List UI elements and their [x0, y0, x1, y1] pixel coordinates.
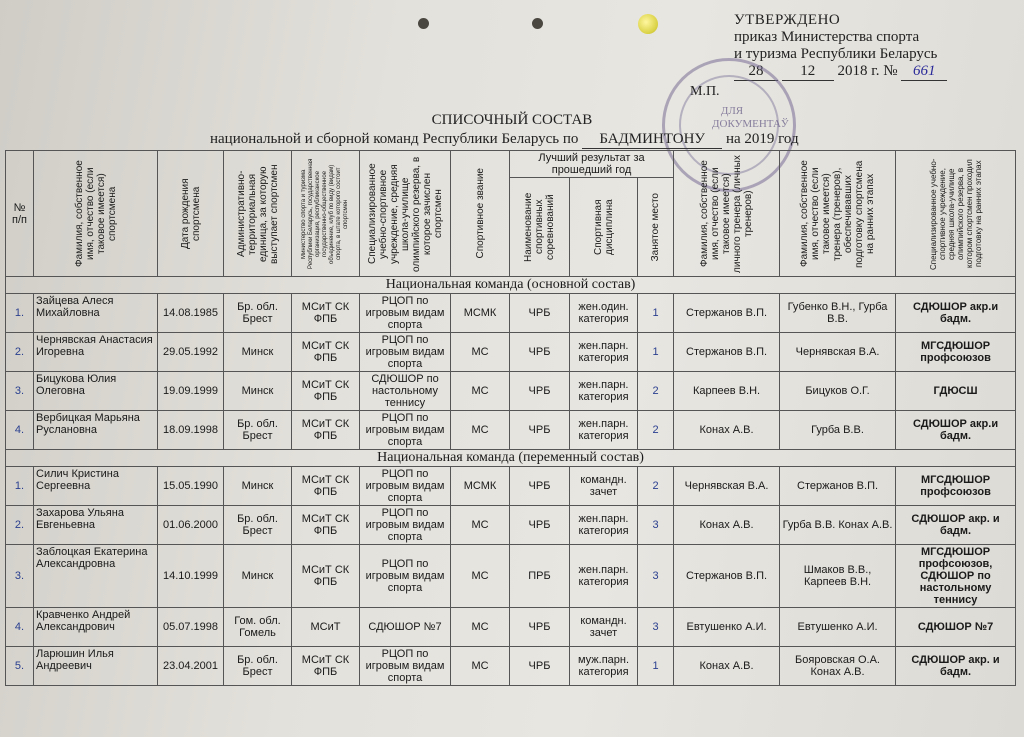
cell-org: МСиТ СК ФПБ — [292, 506, 360, 545]
cell-coach: Конах А.В. — [674, 506, 780, 545]
cell-place: 2 — [638, 411, 674, 450]
cell-coach: Конах А.В. — [674, 647, 780, 686]
table-row — [6, 411, 1016, 450]
cell-rank: МС — [451, 333, 510, 372]
header-competition: Наименование спортивных соревнований — [510, 178, 570, 277]
cell-n: 3. — [6, 372, 34, 411]
approval-month: 12 — [782, 63, 834, 81]
cell-org: МСиТ СК ФПБ — [292, 372, 360, 411]
cell-early-coach: Гурба В.В. Конах А.В. — [780, 506, 896, 545]
cell-early-school: ГДЮСШ — [896, 372, 1016, 411]
cell-n: 2. — [6, 333, 34, 372]
cell-coach: Стержанов В.П. — [674, 333, 780, 372]
cell-name: Зайцева Алеся Михайловна — [34, 294, 158, 333]
cell-comp: ЧРБ — [510, 333, 570, 372]
cell-comp: ЧРБ — [510, 647, 570, 686]
cell-name: Ларюшин Илья Андреевич — [34, 647, 158, 686]
cell-place: 3 — [638, 608, 674, 647]
header-best-result: Лучший результат за прошедший год — [510, 151, 674, 178]
cell-name: Кравченко Андрей Александрович — [34, 608, 158, 647]
cell-early-school: МГСДЮШОР профсоюзов, СДЮШОР по настольному теннису — [896, 545, 1016, 608]
approval-line-2: приказ Министерства спорта — [734, 29, 920, 45]
cell-early-school: СДЮШОР акр. и бадм. — [896, 647, 1016, 686]
approval-year-prefix: 201 — [837, 63, 860, 79]
cell-name: Бицукова Юлия Олеговна — [34, 372, 158, 411]
cell-rank: МСМК — [451, 294, 510, 333]
cell-region: Минск — [224, 333, 292, 372]
cell-rank: МС — [451, 545, 510, 608]
header-org: Министерство спорта и туризма Республики Беларусь, государственная организация, республиканское государственно-общественное объединение, клуб по виду (видам) спорта, в штате которого состоит спортсмен — [292, 151, 360, 277]
cell-place: 2 — [638, 467, 674, 506]
cell-n: 5. — [6, 647, 34, 686]
cell-early-coach: Стержанов В.П. — [780, 467, 896, 506]
cell-disc: муж.парн. категория — [570, 647, 638, 686]
cell-disc: жен.парн. категория — [570, 411, 638, 450]
cell-disc: жен.парн. категория — [570, 506, 638, 545]
cell-org: МСиТ СК ФПБ — [292, 411, 360, 450]
seal-label: М.П. — [690, 84, 720, 99]
cell-name: Захарова Ульяна Евгеньевна — [34, 506, 158, 545]
cell-early-coach: Чернявская В.А. — [780, 333, 896, 372]
stamp-text: ДЛЯ ДОКУМЕНТАЎ — [712, 105, 789, 130]
cell-place: 2 — [638, 372, 674, 411]
table-row — [6, 506, 1016, 545]
cell-place: 1 — [638, 333, 674, 372]
punch-hole-right — [532, 18, 543, 29]
cell-disc: командн. зачет — [570, 608, 638, 647]
header-early-school: Специализированное учебно-спортивное учреждение, средняя школа-училище олимпийского резерва, в котором спортсмен проходил подготовку на ранних этапах — [896, 151, 1016, 277]
cell-disc: жен.один. категория — [570, 294, 638, 333]
cell-coach: Евтушенко А.И. — [674, 608, 780, 647]
cell-n: 4. — [6, 608, 34, 647]
document-subtitle — [210, 131, 799, 149]
cell-birth: 18.09.1998 — [158, 411, 224, 450]
cell-school: РЦОП по игровым видам спорта — [360, 647, 451, 686]
header-early-coach: Фамилия, собственное имя, отчество (если таковое имеется) тренера (тренеров), обеспечивавших подготовку спортсмена на ранних этапах — [780, 151, 896, 277]
cell-coach: Конах А.В. — [674, 411, 780, 450]
table-row — [6, 372, 1016, 411]
cell-place: 3 — [638, 506, 674, 545]
cell-school: СДЮШОР №7 — [360, 608, 451, 647]
table-row — [6, 608, 1016, 647]
header-row-1 — [6, 151, 1016, 178]
cell-disc: жен.парн. категория — [570, 545, 638, 608]
cell-region: Минск — [224, 467, 292, 506]
cell-comp: ЧРБ — [510, 608, 570, 647]
section-title: Национальная команда (переменный состав) — [6, 450, 1016, 467]
cell-early-coach: Губенко В.Н., Гурба В.В. — [780, 294, 896, 333]
section-header — [6, 450, 1016, 467]
punch-hole-left — [418, 18, 429, 29]
header-birth: Дата рождения спортсмена — [158, 151, 224, 277]
cell-place: 1 — [638, 294, 674, 333]
cell-comp: ЧРБ — [510, 294, 570, 333]
cell-school: РЦОП по игровым видам спорта — [360, 333, 451, 372]
cell-early-coach: Шмаков В.В., Карпеев В.Н. — [780, 545, 896, 608]
cell-rank: МС — [451, 411, 510, 450]
cell-early-coach: Бицуков О.Г. — [780, 372, 896, 411]
approval-line-3: и туризма Республики Беларусь — [734, 46, 938, 62]
cell-birth: 29.05.1992 — [158, 333, 224, 372]
cell-coach: Стержанов В.П. — [674, 294, 780, 333]
table-row — [6, 647, 1016, 686]
section-title: Национальная команда (основной состав) — [6, 277, 1016, 294]
cell-place: 3 — [638, 545, 674, 608]
cell-region: Бр. обл. Брест — [224, 647, 292, 686]
cell-birth: 14.10.1999 — [158, 545, 224, 608]
table-row — [6, 545, 1016, 608]
cell-disc: жен.парн. категория — [570, 372, 638, 411]
header-rank: Спортивное звание — [451, 151, 510, 277]
cell-name: Вербицкая Марьяна Руслановна — [34, 411, 158, 450]
cell-birth: 01.06.2000 — [158, 506, 224, 545]
cell-comp: ЧРБ — [510, 411, 570, 450]
table-row — [6, 467, 1016, 506]
cell-disc: командн. зачет — [570, 467, 638, 506]
cell-org: МСиТ — [292, 608, 360, 647]
cell-early-school: СДЮШОР акр.и бадм. — [896, 411, 1016, 450]
cell-birth: 15.05.1990 — [158, 467, 224, 506]
approval-heading: УТВЕРЖДЕНО — [734, 12, 841, 28]
cell-early-school: СДЮШОР №7 — [896, 608, 1016, 647]
cell-rank: МС — [451, 647, 510, 686]
cell-region: Минск — [224, 545, 292, 608]
cell-n: 3. — [6, 545, 34, 608]
cell-name: Заблоцкая Екатерина Александровна — [34, 545, 158, 608]
roster-table — [5, 150, 1016, 686]
cell-org: МСиТ СК ФПБ — [292, 467, 360, 506]
cell-early-coach: Гурба В.В. — [780, 411, 896, 450]
subtitle-prefix: национальной и сборной команд Республики Беларусь по — [210, 131, 579, 147]
cell-n: 1. — [6, 294, 34, 333]
roster-body — [6, 277, 1016, 686]
cell-birth: 19.09.1999 — [158, 372, 224, 411]
cell-early-coach: Бояровская О.А. Конах А.В. — [780, 647, 896, 686]
cell-n: 2. — [6, 506, 34, 545]
cell-birth: 14.08.1985 — [158, 294, 224, 333]
cell-region: Бр. обл. Брест — [224, 411, 292, 450]
cell-school: РЦОП по игровым видам спорта — [360, 411, 451, 450]
cell-place: 1 — [638, 647, 674, 686]
header-school: Специализированное учебно-спортивное учреждение, средняя школа-училище олимпийского резерва, в которое зачислен спортсмен — [360, 151, 451, 277]
cell-coach: Чернявская В.А. — [674, 467, 780, 506]
cell-coach: Карпеев В.Н. — [674, 372, 780, 411]
header-num: № п/п — [6, 151, 34, 277]
cell-school: РЦОП по игровым видам спорта — [360, 545, 451, 608]
header-discipline: Спортивная дисциплина — [570, 178, 638, 277]
cell-early-school: СДЮШОР акр.и бадм. — [896, 294, 1016, 333]
header-region: Административно-территориальная единица, за которую выступает спортсмен — [224, 151, 292, 277]
cell-rank: МС — [451, 506, 510, 545]
cell-school: РЦОП по игровым видам спорта — [360, 506, 451, 545]
cell-n: 1. — [6, 467, 34, 506]
cell-region: Бр. обл. Брест — [224, 294, 292, 333]
section-header — [6, 277, 1016, 294]
cell-name: Чернявская Анастасия Игоревна — [34, 333, 158, 372]
approval-number-label: г. № — [871, 63, 898, 79]
cell-early-coach: Евтушенко А.И. — [780, 608, 896, 647]
paper-clip — [638, 14, 658, 34]
cell-org: МСиТ СК ФПБ — [292, 545, 360, 608]
cell-region: Бр. обл. Брест — [224, 506, 292, 545]
cell-early-school: СДЮШОР акр. и бадм. — [896, 506, 1016, 545]
approval-year-suffix: 8 — [860, 63, 868, 79]
cell-early-school: МГСДЮШОР профсоюзов — [896, 467, 1016, 506]
approval-number: 661 — [901, 63, 947, 81]
subtitle-suffix: на 2019 год — [725, 131, 799, 147]
header-name: Фамилия, собственное имя, отчество (если таковое имеется) спортсмена — [34, 151, 158, 277]
document-title: СПИСОЧНЫЙ СОСТАВ — [431, 112, 593, 128]
cell-n: 4. — [6, 411, 34, 450]
approval-day: 28 — [734, 63, 778, 81]
cell-comp: ЧРБ — [510, 467, 570, 506]
cell-rank: МСМК — [451, 467, 510, 506]
table-row — [6, 294, 1016, 333]
cell-disc: жен.парн. категория — [570, 333, 638, 372]
subtitle-sport: БАДМИНТОНУ — [582, 131, 722, 149]
cell-name: Силич Кристина Сергеевна — [34, 467, 158, 506]
table-row — [6, 333, 1016, 372]
cell-org: МСиТ СК ФПБ — [292, 647, 360, 686]
cell-school: СДЮШОР по настольному теннису — [360, 372, 451, 411]
header-place: Занятое место — [638, 178, 674, 277]
cell-comp: ЧРБ — [510, 372, 570, 411]
header-personal-coach: Фамилия, собственное имя, отчество (если таковое имеется) личного тренера (личных тренеров) — [674, 151, 780, 277]
cell-rank: МС — [451, 608, 510, 647]
cell-coach: Стержанов В.П. — [674, 545, 780, 608]
cell-region: Минск — [224, 372, 292, 411]
cell-org: МСиТ СК ФПБ — [292, 294, 360, 333]
cell-school: РЦОП по игровым видам спорта — [360, 294, 451, 333]
cell-school: РЦОП по игровым видам спорта — [360, 467, 451, 506]
cell-comp: ПРБ — [510, 545, 570, 608]
cell-birth: 23.04.2001 — [158, 647, 224, 686]
cell-rank: МС — [451, 372, 510, 411]
cell-region: Гом. обл. Гомель — [224, 608, 292, 647]
cell-birth: 05.07.1998 — [158, 608, 224, 647]
cell-comp: ЧРБ — [510, 506, 570, 545]
cell-org: МСиТ СК ФПБ — [292, 333, 360, 372]
cell-early-school: МГСДЮШОР профсоюзов — [896, 333, 1016, 372]
